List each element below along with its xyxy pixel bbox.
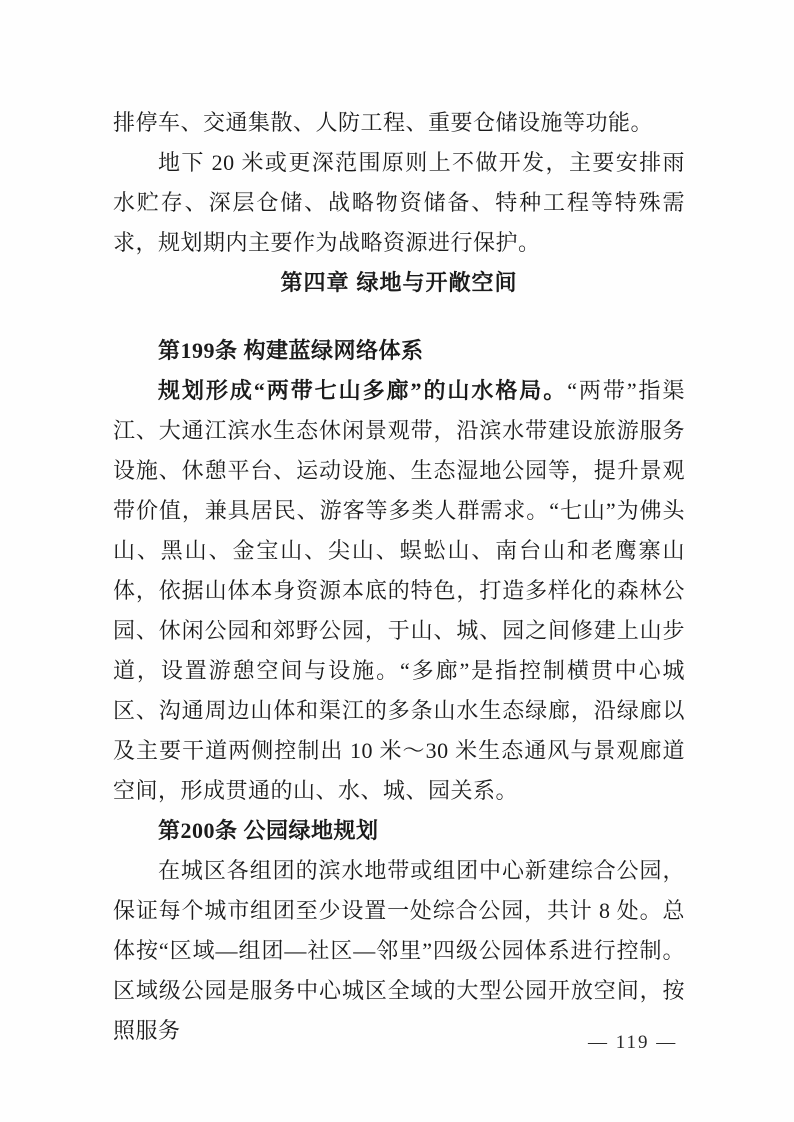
- page-number: — 119 —: [588, 1032, 678, 1053]
- page-content: [113, 103, 685, 1051]
- paragraph-underground-development: 地下 20 米或更深范围原则上不做开发，主要安排雨水贮存、深层仓储、战略物资储备、特种工程等特殊需求，规划期内主要作为战略资源进行保护。: [113, 150, 685, 255]
- article-199-lead-sentence: 规划形成“两带七山多廊”的山水格局。: [158, 378, 568, 403]
- article-199-heading: 第199条 构建蓝绿网络体系: [158, 338, 424, 363]
- article-200-paragraph: 在城区各组团的滨水地带或组团中心新建综合公园，保证每个城市组团至少设置一处综合公园，共计 8 处。总体按“区域—组团—社区—邻里”四级公园体系进行控制。区域级公园是服务中心城区全域的大型公园开放空间，按照服务: [113, 858, 685, 1043]
- article-199-paragraph: [113, 371, 685, 811]
- article-200-heading: 第200条 公园绿地规划: [158, 818, 379, 843]
- paragraph-continued-from-previous-page: 排停车、交通集散、人防工程、重要仓储设施等功能。: [113, 110, 654, 135]
- article-199-body-text: “两带”指渠江、大通江滨水生态休闲景观带，沿滨水带建设旅游服务设施、休憩平台、运动设施、生态湿地公园等，提升景观带价值，兼具居民、游客等多类人群需求。“七山”为佛头山、黑山、金宝山、尖山、蜈蚣山、南台山和老鹰寨山体，依据山体本身资源本底的特色，打造多样化的森林公园、休闲公园和郊野公园，于山、城、园之间修建上山步道，设置游憩空间与设施。“多廊”是指控制横贯中心城区、沟通周边山体和渠江的多条山水生态绿廊，沿绿廊以及主要干道两侧控制出 10 米～30 米生态通风与景观廊道空间，形成贯通的山、水、城、园关系。: [113, 378, 685, 803]
- chapter-4-heading: 第四章 绿地与开敞空间: [280, 270, 518, 295]
